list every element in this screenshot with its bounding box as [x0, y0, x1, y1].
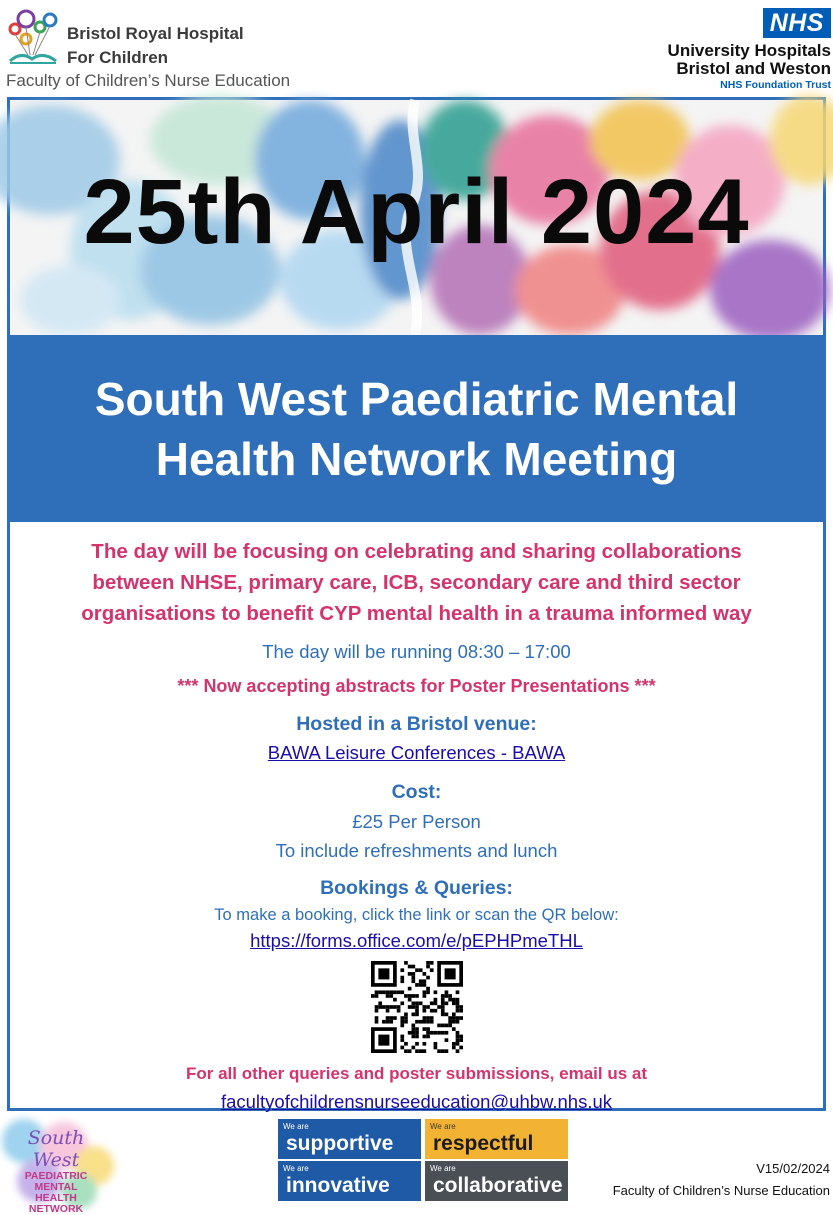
network-logo-line5: NETWORK	[28, 1203, 84, 1215]
event-date: 25th April 2024	[83, 161, 750, 263]
title-band	[10, 335, 823, 522]
hospital-name-line2: For Children	[67, 48, 169, 67]
network-logo-line1: South West	[27, 1127, 85, 1171]
hero-banner	[10, 100, 823, 335]
value-prefix: We are	[283, 1122, 309, 1131]
value-prefix: We are	[430, 1122, 456, 1131]
bookings-text: To make a booking, click the link or scan the QR below:	[214, 906, 619, 924]
abstracts-notice: *** Now accepting abstracts for Poster Presentations ***	[177, 676, 656, 696]
focus-statement	[10, 536, 823, 629]
contact-email-link[interactable]: facultyofchildrensnurseeducation@uhbw.nhs.uk	[220, 1091, 613, 1112]
trust-name-line1: University Hospitals	[667, 41, 831, 60]
venue-link[interactable]: BAWA Leisure Conferences - BAWA	[267, 742, 566, 763]
value-supportive	[278, 1119, 421, 1159]
focus-line3: organisations to benefit CYP mental health in a trauma informed way	[81, 602, 752, 625]
network-logo-line4: HEALTH	[35, 1192, 77, 1204]
focus-line1: The day will be focusing on celebrating and sharing collaborations	[91, 540, 742, 563]
network-logo-text	[4, 1121, 108, 1215]
value-innovative	[278, 1161, 421, 1201]
venue-heading: Hosted in a Bristol venue:	[296, 713, 537, 735]
trust-name	[631, 42, 831, 78]
cost-value: £25 Per Person	[352, 811, 481, 832]
hospital-name-line1: Bristol Royal Hospital	[67, 24, 244, 43]
page-footer	[0, 1111, 833, 1215]
trust-values	[278, 1119, 568, 1200]
network-logo-line2: PAEDIATRIC	[24, 1170, 88, 1182]
value-word: collaborative	[433, 1174, 563, 1197]
value-word: supportive	[286, 1132, 394, 1155]
value-collaborative	[425, 1161, 568, 1201]
event-details	[10, 522, 823, 1116]
focus-line2: between NHSE, primary care, ICB, secondary care and third sector	[92, 571, 741, 594]
cost-includes: To include refreshments and lunch	[275, 840, 558, 861]
queries-text: For all other queries and poster submissions, email us at	[185, 1064, 647, 1083]
qr-code-icon[interactable]	[371, 961, 463, 1053]
value-prefix: We are	[283, 1164, 309, 1173]
trust-type: NHS Foundation Trust	[720, 79, 831, 91]
value-word: respectful	[433, 1132, 534, 1155]
running-times: The day will be running 08:30 – 17:00	[262, 641, 571, 662]
value-respectful	[425, 1119, 568, 1159]
poster-frame	[7, 97, 826, 1111]
network-logo-line3: MENTAL	[34, 1181, 78, 1193]
cost-heading: Cost:	[391, 781, 442, 803]
event-title-line1: South West Paediatric Mental	[94, 373, 739, 425]
booking-form-link[interactable]: https://forms.office.com/e/pEPHPmeTHL	[250, 930, 583, 951]
event-title-line2: Health Network Meeting	[155, 433, 678, 485]
hospital-logo-icon	[6, 5, 62, 67]
hospital-name	[67, 22, 244, 70]
trust-name-line2: Bristol and Weston	[676, 59, 831, 78]
value-prefix: We are	[430, 1164, 456, 1173]
version-label: V15/02/2024	[756, 1161, 830, 1176]
nhs-logo: NHS	[763, 8, 831, 38]
footer-faculty: Faculty of Children’s Nurse Education	[612, 1183, 830, 1198]
value-word: innovative	[286, 1174, 390, 1197]
bookings-heading: Bookings & Queries:	[320, 877, 513, 899]
network-logo	[4, 1121, 108, 1215]
faculty-name: Faculty of Children’s Nurse Education	[6, 71, 291, 90]
nhs-trust-logo	[631, 8, 831, 91]
page-header	[0, 0, 833, 96]
event-title	[10, 369, 823, 489]
